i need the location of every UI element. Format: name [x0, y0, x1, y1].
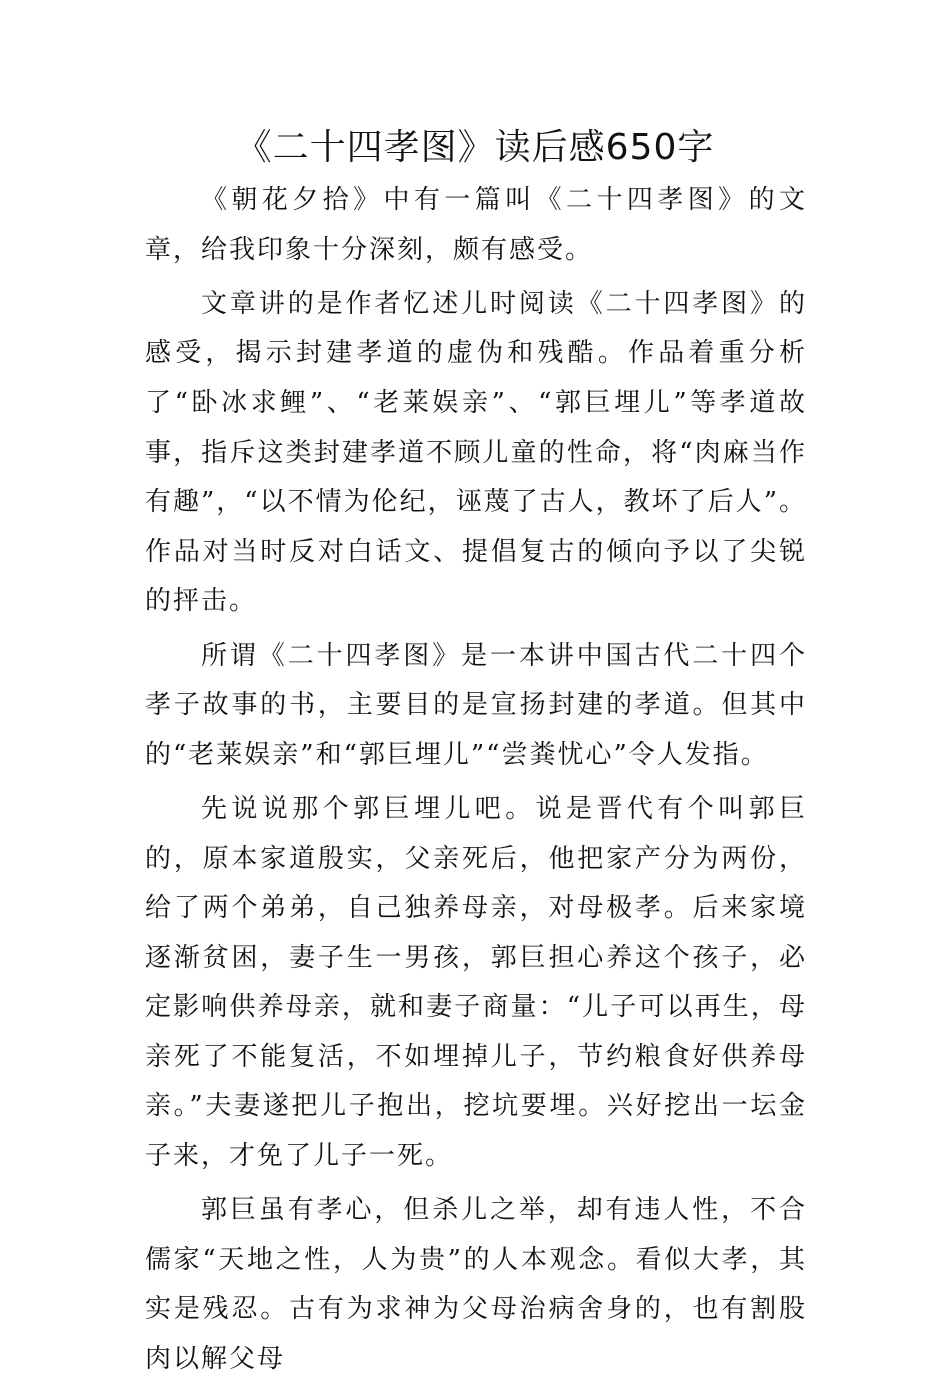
- paragraph: 所谓《二十四孝图》是一本讲中国古代二十四个孝子故事的书，主要目的是宣扬封建的孝道。但其中的“老莱娱亲”和“郭巨埋儿”“尝粪忧心”令人发指。: [145, 640, 807, 770]
- paragraph: 先说说那个郭巨埋儿吧。说是晋代有个叫郭巨的，原本家道殷实，父亲死后，他把家产分为两份，给了两个弟弟，自己独养母亲，对母极孝。后来家境逐渐贫困，妻子生一男孩，郭巨担心养这个孩子，必定影响供养母亲，就和妻子商量：“儿子可以再生，母亲死了不能复活，不如埋掉儿子，节约粮食好供养母亲。”夫妻遂把儿子抱出，挖坑要埋。兴好挖出一坛金子来，才免了儿子一死。: [145, 793, 807, 1172]
- paragraph: 文章讲的是作者忆述儿时阅读《二十四孝图》的感受，揭示封建孝道的虚伪和残酷。作品着重分析了“卧冰求鲤”、“老莱娱亲”、“郭巨埋儿”等孝道故事，指斥这类封建孝道不顾儿童的性命，将“肉麻当作有趣”，“以不情为伦纪，诬蔑了古人，教坏了后人”。作品对当时反对白话文、提倡复古的倾向予以了尖锐的抨击。: [145, 288, 807, 617]
- document-title: 《二十四孝图》读后感650字: [235, 127, 715, 168]
- paragraph: 《朝花夕拾》中有一篇叫《二十四孝图》的文章，给我印象十分深刻，颇有感受。: [145, 185, 807, 265]
- paragraph: 郭巨虽有孝心，但杀儿之举，却有违人性，不合儒家“天地之性，人为贵”的人本观念。看似大孝，其实是残忍。古有为求神为父母治病舍身的，也有割股肉以解父母: [145, 1195, 807, 1375]
- document-body: [145, 176, 807, 1389]
